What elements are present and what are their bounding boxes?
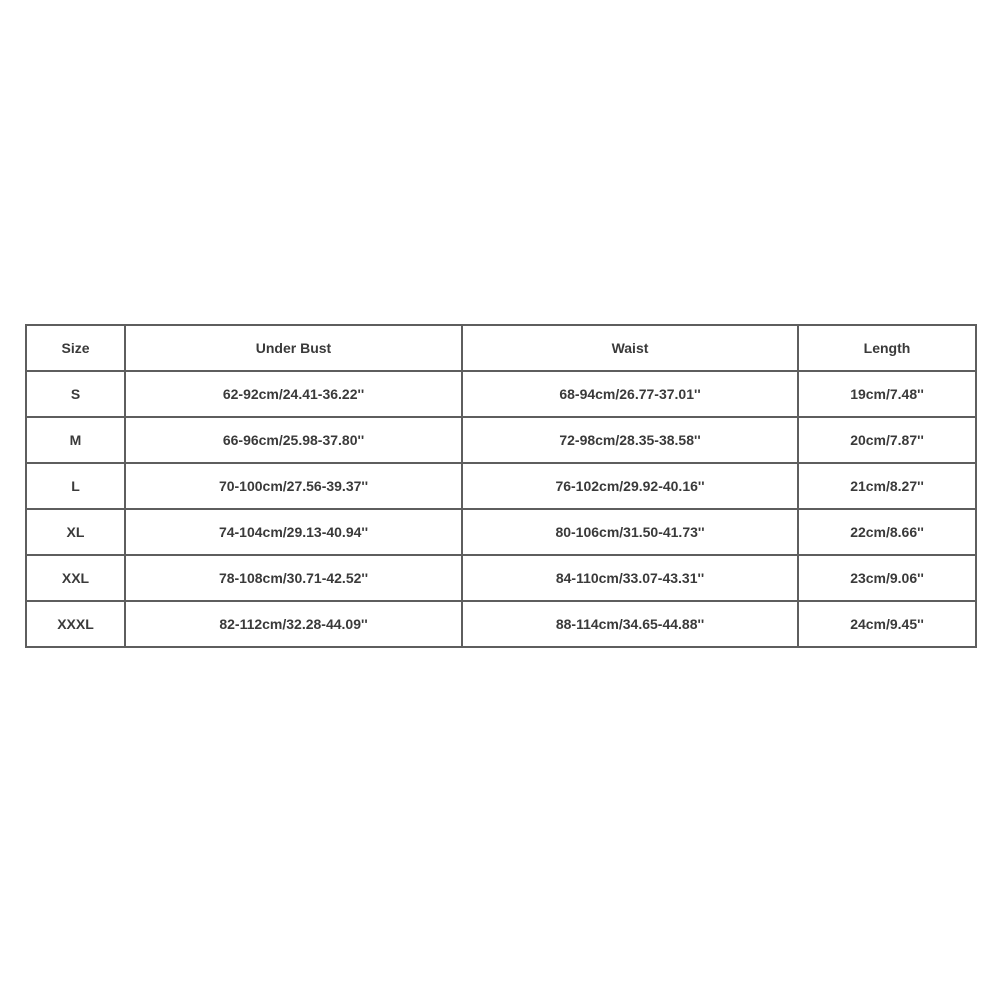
length-cell: 19cm/7.48'' [798,371,976,417]
under-bust-cell: 70-100cm/27.56-39.37'' [125,463,462,509]
under-bust-cell: 82-112cm/32.28-44.09'' [125,601,462,647]
header-row [26,325,976,371]
table-row [26,601,976,647]
waist-cell: 84-110cm/33.07-43.31'' [462,555,798,601]
waist-cell: 76-102cm/29.92-40.16'' [462,463,798,509]
size-cell: S [26,371,125,417]
table-row [26,417,976,463]
length-cell: 23cm/9.06'' [798,555,976,601]
table-row [26,509,976,555]
waist-cell: 68-94cm/26.77-37.01'' [462,371,798,417]
under-bust-cell: 78-108cm/30.71-42.52'' [125,555,462,601]
waist-cell: 72-98cm/28.35-38.58'' [462,417,798,463]
length-cell: 21cm/8.27'' [798,463,976,509]
header-under-bust: Under Bust [125,325,462,371]
under-bust-cell: 74-104cm/29.13-40.94'' [125,509,462,555]
size-chart-table [25,324,977,648]
waist-cell: 88-114cm/34.65-44.88'' [462,601,798,647]
header-length: Length [798,325,976,371]
table-row [26,555,976,601]
size-cell: M [26,417,125,463]
size-cell: XL [26,509,125,555]
size-cell: XXL [26,555,125,601]
table-row [26,371,976,417]
header-size: Size [26,325,125,371]
size-cell: XXXL [26,601,125,647]
under-bust-cell: 66-96cm/25.98-37.80'' [125,417,462,463]
under-bust-cell: 62-92cm/24.41-36.22'' [125,371,462,417]
length-cell: 24cm/9.45'' [798,601,976,647]
length-cell: 20cm/7.87'' [798,417,976,463]
waist-cell: 80-106cm/31.50-41.73'' [462,509,798,555]
size-cell: L [26,463,125,509]
header-waist: Waist [462,325,798,371]
table-row [26,463,976,509]
length-cell: 22cm/8.66'' [798,509,976,555]
